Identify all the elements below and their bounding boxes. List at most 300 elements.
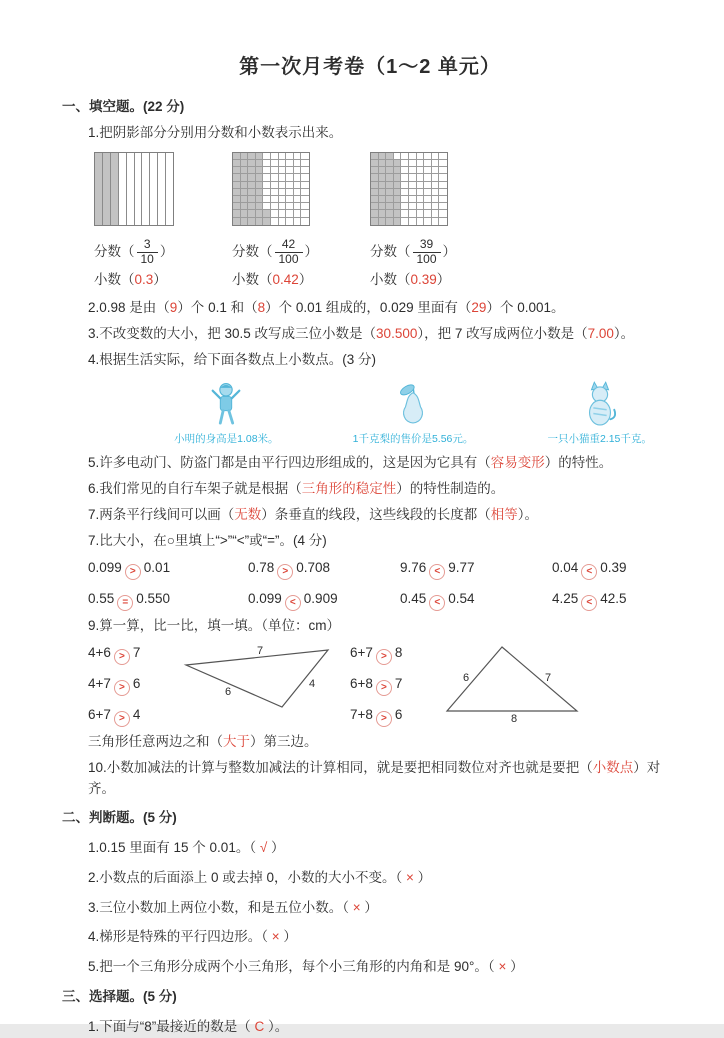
grid-cell: [401, 160, 409, 167]
grid-strip: [103, 153, 111, 225]
text-segment: ）。: [264, 1019, 289, 1035]
decimal-label: 小数: [232, 272, 259, 288]
comparison-answer: =: [122, 597, 129, 609]
expression: 4+7: [88, 676, 111, 691]
grid-cell: [256, 210, 264, 217]
grid-cell: [371, 182, 379, 189]
compare-left: 0.099: [88, 560, 122, 576]
grid-cell: [386, 160, 394, 167]
grid-cell: [233, 153, 241, 160]
grid-cell: [417, 203, 425, 210]
grid-cell: [439, 174, 447, 181]
text-segment: 4.梯形是特殊的平行四边形。（: [88, 929, 272, 945]
grid-cell: [271, 218, 279, 225]
answer-text: 8: [257, 300, 266, 316]
grid-cell: [417, 182, 425, 189]
text-segment: 6.我们常见的自行车架子就是根据（: [88, 481, 302, 497]
text-segment: 10.小数加减法的计算与整数加减法的计算相同，就是要把相同数位对齐也就是要把（: [88, 759, 593, 775]
answer-text: 30.500: [376, 326, 418, 342]
text-segment: 1.0.15 里面有 15 个 0.01。（: [88, 839, 260, 855]
paren-close: ）: [442, 243, 457, 259]
decimal-answer: [94, 270, 167, 291]
grid-cell: [432, 218, 440, 225]
comparison-item: [400, 589, 552, 611]
text-segment: 1.下面与“8”最接近的数是（: [88, 1019, 255, 1035]
comparison-answer: <: [586, 597, 593, 609]
paren-open: （: [121, 243, 135, 259]
grid-cell: [424, 153, 432, 160]
grid-cell: [279, 153, 287, 160]
grid-cell: [394, 218, 402, 225]
grid-cell: [301, 210, 309, 217]
paren-close: ）: [159, 243, 174, 259]
grid-cell: [286, 174, 294, 181]
grid-cell: [379, 174, 387, 181]
grid-cell: [432, 174, 440, 181]
grid-cell: [409, 153, 417, 160]
grid-cell: [401, 182, 409, 189]
grid-cell: [301, 196, 309, 203]
grid-cell: [432, 189, 440, 196]
triangle-side-label: 6: [224, 686, 232, 698]
grid-cell: [286, 196, 294, 203]
q8-comparison-grid: [88, 558, 678, 611]
grid-cell: [279, 182, 287, 189]
answer-text: C: [254, 1019, 265, 1035]
grid-strip: [150, 153, 158, 225]
paren-close: ）: [436, 272, 451, 288]
comparison-answer: >: [118, 713, 125, 724]
grid-cell: [286, 218, 294, 225]
grid-cell: [294, 203, 302, 210]
q6-text: [88, 479, 678, 500]
text-segment: ）第三边。: [250, 734, 318, 749]
text-segment: ）条垂直的线段，这些线段的长度都（: [261, 507, 491, 523]
grid-cell: [301, 189, 309, 196]
grid-cell: [256, 218, 264, 225]
grid-cell: [417, 196, 425, 203]
grid-cell: [233, 167, 241, 174]
grid-cell: [394, 167, 402, 174]
grid-cell: [379, 153, 387, 160]
grid-cell: [294, 174, 302, 181]
text-segment: ）的特性制造的。: [396, 481, 505, 497]
fraction-label: 分数: [94, 243, 121, 259]
paren-open: （: [259, 272, 273, 288]
grid-cell: [386, 174, 394, 181]
grid-cell: [271, 182, 279, 189]
compare-left: 0.04: [552, 560, 579, 576]
grid-cell: [379, 160, 387, 167]
comparison-item: [552, 558, 678, 580]
grid-cell: [439, 210, 447, 217]
answer-circle: [114, 711, 130, 727]
grid-cell: [271, 196, 279, 203]
grid-cell: [263, 196, 271, 203]
compare-right: 0.54: [448, 591, 475, 607]
answer-text: √: [259, 839, 268, 855]
text-segment: 2.0.98 是由（: [88, 300, 170, 316]
right-value: 7: [132, 645, 141, 660]
paren-open: （: [397, 243, 411, 259]
text-segment: ）: [279, 929, 297, 945]
compare-left: 4.25: [552, 591, 579, 607]
grid-cell: [248, 203, 256, 210]
grid-cell: [386, 153, 394, 160]
fraction-grid-hundredths-1: [232, 152, 310, 226]
q4-item-cat: [521, 381, 678, 447]
comparison-answer: >: [380, 682, 387, 693]
grid-cell: [371, 167, 379, 174]
grid-cell: [233, 182, 241, 189]
section-choice-heading: 三、选择题。(5 分): [62, 989, 177, 1005]
grid-cell: [401, 153, 409, 160]
q9-figure-row: [88, 643, 678, 727]
triangle-side-label: 7: [544, 672, 552, 684]
grid-cell: [233, 196, 241, 203]
grid-cell: [294, 210, 302, 217]
grid-cell: [439, 160, 447, 167]
grid-cell: [248, 210, 256, 217]
grid-cell: [409, 167, 417, 174]
grid-cell: [424, 174, 432, 181]
judge-item-1: [88, 838, 678, 859]
paren-open: （: [259, 243, 273, 259]
comparison-answer: <: [586, 566, 593, 578]
grid-cell: [401, 174, 409, 181]
grid-strip: [111, 153, 119, 225]
page-title: 第一次月考卷（1～2 单元）: [239, 56, 501, 78]
text-segment: ）。: [517, 507, 539, 523]
grid-cell: [432, 160, 440, 167]
grid-cell: [233, 210, 241, 217]
grid-cell: [286, 160, 294, 167]
grid-cell: [263, 218, 271, 225]
q10-text: [88, 758, 678, 800]
grid-cell: [424, 189, 432, 196]
numerator: 3: [143, 236, 151, 251]
comparison-item: [400, 558, 552, 580]
grid-cell: [394, 203, 402, 210]
grid-cell: [432, 210, 440, 217]
grid-cell: [386, 182, 394, 189]
grid-strip: [95, 153, 103, 225]
grid-cell: [417, 189, 425, 196]
answer-circle: [429, 564, 445, 580]
q9-inequalities-right: [350, 643, 428, 727]
grid-cell: [417, 218, 425, 225]
q1-column-3: [370, 152, 482, 294]
grid-cell: [417, 160, 425, 167]
comparison-item: [248, 589, 400, 611]
paren-open: （: [121, 272, 135, 288]
comparison-answer: >: [380, 651, 387, 662]
comparison-answer: >: [118, 682, 125, 693]
text-segment: ）个 0.001。: [486, 300, 565, 316]
grid-cell: [241, 182, 249, 189]
grid-cell: [233, 160, 241, 167]
compare-right: 0.39: [600, 560, 627, 576]
grid-strip: [158, 153, 166, 225]
grid-cell: [241, 153, 249, 160]
grid-cell: [263, 153, 271, 160]
compare-left: 0.78: [248, 560, 275, 576]
answer-text: ×: [406, 869, 414, 885]
q1-grid-row: [94, 152, 678, 294]
inequality-item: [350, 674, 428, 696]
grid-cell: [394, 182, 402, 189]
comparison-answer: >: [118, 651, 125, 662]
grid-cell: [371, 160, 379, 167]
grid-cell: [256, 182, 264, 189]
denominator: 100: [275, 252, 303, 267]
grid-cell: [294, 182, 302, 189]
compare-right: 9.77: [448, 560, 475, 576]
grid-cell: [386, 167, 394, 174]
grid-cell: [409, 189, 417, 196]
grid-cell: [401, 167, 409, 174]
triangle-figure-2: [444, 643, 584, 725]
grid-strip: [119, 153, 127, 225]
paren-close: ）: [304, 243, 319, 259]
text-segment: 7.两条平行线间可以画（: [88, 507, 235, 523]
grid-cell: [379, 210, 387, 217]
grid-cell: [394, 189, 402, 196]
text-segment: 三角形任意两边之和（: [88, 734, 223, 749]
grid-cell: [439, 218, 447, 225]
grid-cell: [241, 196, 249, 203]
compare-left: 0.099: [248, 591, 282, 607]
grid-cell: [301, 182, 309, 189]
triangle-side-label: 4: [308, 678, 316, 690]
grid-cell: [279, 203, 287, 210]
right-value: 4: [132, 707, 141, 722]
triangle-side-label: 7: [256, 645, 264, 657]
grid-cell: [401, 203, 409, 210]
decimal-answer: [232, 270, 312, 291]
grid-cell: [256, 189, 264, 196]
grid-cell: [386, 203, 394, 210]
decimal-answer: [370, 270, 450, 291]
judge-item-5: [88, 957, 678, 978]
grid-cell: [301, 160, 309, 167]
grid-cell: [424, 210, 432, 217]
grid-cell: [417, 210, 425, 217]
grid-cell: [263, 203, 271, 210]
fraction-label: 分数: [370, 243, 397, 259]
answer-text: 容易变形: [490, 455, 545, 471]
grid-cell: [424, 167, 432, 174]
expression: 6+7: [350, 645, 373, 660]
grid-cell: [371, 218, 379, 225]
paren-close: ）: [298, 272, 313, 288]
grid-cell: [432, 182, 440, 189]
inequality-item: [350, 705, 428, 727]
compare-right: 0.909: [303, 591, 338, 607]
comparison-answer: >: [129, 566, 136, 578]
grid-cell: [248, 153, 256, 160]
answer-text: 7.00: [587, 326, 614, 342]
text-segment: ）。: [613, 326, 635, 342]
right-value: 8: [394, 645, 403, 660]
grid-cell: [248, 174, 256, 181]
grid-cell: [294, 196, 302, 203]
grid-cell: [279, 167, 287, 174]
q8-prompt: 7.比大小，在○里填上“>”“<”或“=”。(4 分): [88, 533, 327, 549]
grid-strip: [166, 153, 173, 225]
illustration-caption: 小明的身高是1.08米。: [174, 433, 279, 446]
answer-text: 29: [471, 300, 487, 316]
text-segment: ）: [413, 869, 432, 885]
grid-cell: [279, 196, 287, 203]
fraction-label: 分数: [232, 243, 259, 259]
compare-left: 9.76: [400, 560, 427, 576]
answer-circle: [581, 595, 597, 611]
comparison-item: [248, 558, 400, 580]
section-fill-heading: 一、填空题。(22 分): [62, 99, 185, 114]
grid-cell: [439, 153, 447, 160]
comparison-answer: >: [282, 566, 289, 578]
answer-text: 三角形的稳定性: [301, 481, 397, 497]
grid-cell: [233, 174, 241, 181]
grid-cell: [248, 218, 256, 225]
answer-circle: [376, 649, 392, 665]
grid-cell: [417, 174, 425, 181]
decimal-label: 小数: [370, 272, 397, 288]
grid-cell: [286, 153, 294, 160]
grid-cell: [409, 182, 417, 189]
decimal-value: 0.3: [134, 272, 154, 288]
grid-cell: [241, 189, 249, 196]
grid-cell: [294, 167, 302, 174]
text-segment: ）个 0.01 组成的，0.029 里面有（: [265, 300, 472, 316]
text-segment: 2.小数点的后面添上 0 或去掉 0，小数的大小不变。（: [88, 869, 407, 885]
denominator: 100: [413, 252, 441, 267]
text-segment: ），把 7 改写成两位小数是（: [417, 326, 588, 342]
triangle-side-label: 6: [462, 672, 470, 684]
grid-cell: [379, 182, 387, 189]
grid-cell: [432, 203, 440, 210]
grid-cell: [439, 196, 447, 203]
q7-text: [88, 505, 678, 526]
comparison-answer: <: [434, 566, 441, 578]
grid-cell: [424, 218, 432, 225]
choice-item-1: [88, 1017, 678, 1038]
grid-cell: [439, 189, 447, 196]
grid-strip: [142, 153, 150, 225]
numerator: 42: [281, 236, 296, 251]
inequality-item: [350, 643, 428, 665]
answer-text: 大于: [223, 734, 250, 749]
grid-cell: [439, 182, 447, 189]
expression: 7+8: [350, 707, 373, 722]
grid-cell: [394, 153, 402, 160]
grid-cell: [248, 196, 256, 203]
text-segment: 5.把一个三角形分成两个小三角形，每个小三角形的内角和是 90°。（: [88, 959, 499, 975]
grid-cell: [286, 167, 294, 174]
expression: 6+7: [88, 707, 111, 722]
grid-cell: [256, 153, 264, 160]
grid-cell: [424, 182, 432, 189]
q3-text: [88, 324, 678, 345]
fraction-answer: [94, 238, 173, 267]
denominator: 10: [137, 252, 158, 267]
pear-illustration: [396, 381, 430, 429]
answer-circle: [277, 564, 293, 580]
grid-cell: [233, 218, 241, 225]
comparison-answer: <: [434, 597, 441, 609]
fraction-answer: [232, 238, 318, 267]
decimal-value: 0.42: [272, 272, 299, 288]
grid-cell: [432, 167, 440, 174]
grid-cell: [424, 160, 432, 167]
grid-cell: [271, 210, 279, 217]
q4-illustration-row: [148, 381, 678, 447]
answer-circle: [125, 564, 141, 580]
grid-cell: [394, 174, 402, 181]
grid-cell: [379, 196, 387, 203]
grid-cell: [371, 210, 379, 217]
q9-inequalities-left: [88, 643, 166, 727]
grid-cell: [241, 218, 249, 225]
grid-cell: [256, 203, 264, 210]
inequality-item: [88, 643, 166, 665]
grid-cell: [301, 203, 309, 210]
q4-item-pear: [335, 381, 492, 447]
expression: 4+6: [88, 645, 111, 660]
fraction-value: [275, 238, 303, 267]
grid-cell: [263, 174, 271, 181]
comparison-answer: <: [289, 597, 296, 609]
grid-cell: [424, 196, 432, 203]
grid-cell: [409, 196, 417, 203]
grid-cell: [401, 210, 409, 217]
grid-cell: [256, 160, 264, 167]
illustration-caption: 1千克梨的售价是5.56元。: [352, 433, 474, 446]
grid-cell: [371, 153, 379, 160]
grid-cell: [271, 174, 279, 181]
grid-cell: [233, 189, 241, 196]
grid-cell: [386, 189, 394, 196]
grid-cell: [233, 203, 241, 210]
q4-item-height: [148, 381, 305, 447]
grid-cell: [379, 218, 387, 225]
grid-cell: [271, 189, 279, 196]
grid-cell: [286, 182, 294, 189]
grid-cell: [417, 153, 425, 160]
answer-circle: [114, 680, 130, 696]
grid-cell: [409, 203, 417, 210]
grid-cell: [286, 189, 294, 196]
grid-cell: [432, 153, 440, 160]
fraction-grid-tenths: [94, 152, 174, 226]
answer-text: 相等: [490, 507, 518, 523]
inequality-item: [88, 705, 166, 727]
right-value: 6: [394, 707, 403, 722]
section-judge-heading: 二、判断题。(5 分): [62, 809, 177, 825]
text-segment: ）: [506, 959, 524, 975]
right-value: 7: [394, 676, 403, 691]
grid-cell: [263, 182, 271, 189]
grid-cell: [271, 160, 279, 167]
grid-cell: [279, 160, 287, 167]
right-value: 6: [132, 676, 141, 691]
grid-cell: [386, 210, 394, 217]
grid-cell: [271, 167, 279, 174]
cat-illustration: [581, 381, 619, 429]
text-segment: 3.不改变数的大小，把 30.5 改写成三位小数是（: [88, 326, 377, 342]
grid-cell: [241, 174, 249, 181]
